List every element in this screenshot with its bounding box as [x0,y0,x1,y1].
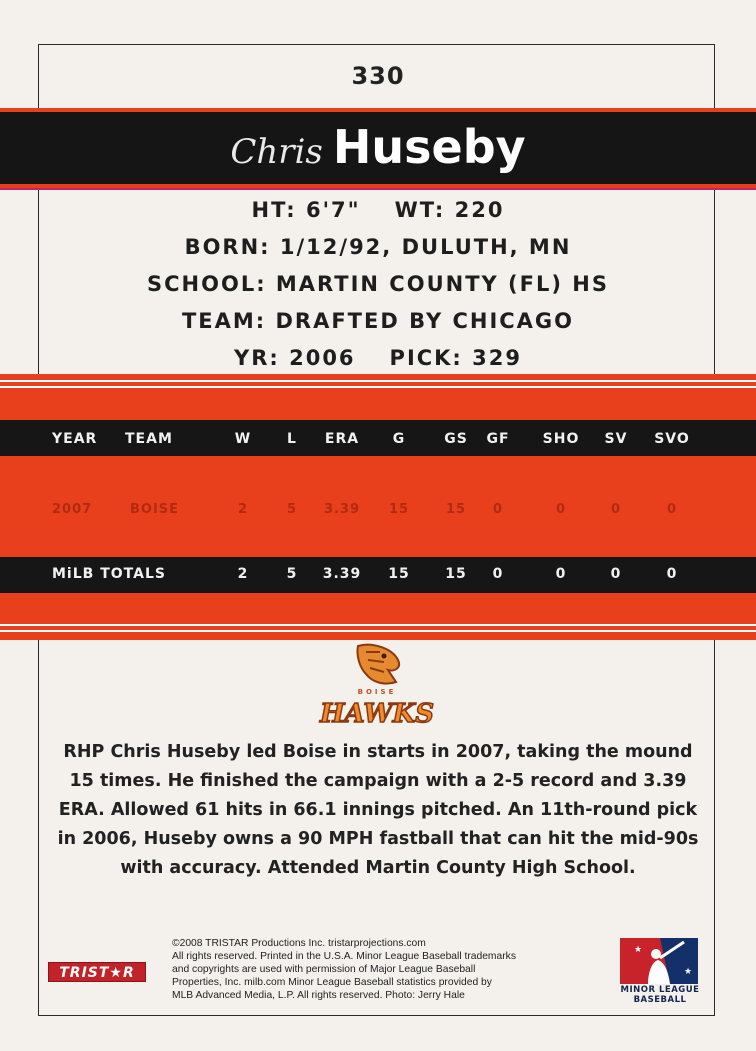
stats-totals-g: 15 [388,566,410,582]
yr-value: 2006 [289,346,356,370]
stats-header-gs: GS [444,431,468,447]
logo-big-text: HAWKS [319,699,435,729]
stats-row-team: BOISE [130,502,180,517]
player-name [0,120,756,174]
stats-header-gf: GF [486,431,510,447]
stats-white-line [0,386,756,388]
pick-label: PICK: [389,346,463,370]
wt-label: WT: [394,198,446,222]
stats-row-year: 2007 [52,502,93,517]
stats-header-year: YEAR [52,431,98,447]
stats-totals-gs: 15 [445,566,467,582]
ht-value: 6'7" [305,198,361,222]
stats-totals-gf: 0 [492,566,504,582]
stats-row-gf: 0 [492,502,504,517]
bio-team: TEAM: DRAFTED BY CHICAGO [181,309,575,333]
hawk-head-icon [357,645,399,684]
stats-totals-era: 3.39 [322,566,362,582]
star-icon: ★ [684,967,693,977]
card-number: 330 [351,62,405,90]
yr-label: YR: [234,346,280,370]
stats-totals-svo: 0 [666,566,678,582]
legal-line: Properties, Inc. milb.com Minor League Baseball statistics provided by [172,977,492,988]
pick-value: 329 [472,346,522,370]
bio-text-line: in 2006, Huseby owns a 90 MPH fastball that can hit the mid-90s [57,829,699,849]
stats-header-l: L [287,431,297,447]
stats-row-era: 3.39 [323,502,361,517]
stats-totals-label: MiLB TOTALS [52,566,166,582]
stats-row-gs: 15 [445,502,467,517]
stats-totals-l: 5 [286,566,298,582]
stats-totals-sho: 0 [555,566,567,582]
stats-totals-w: 2 [237,566,249,582]
name-banner [0,108,756,188]
stats-header-sv: SV [604,431,628,447]
legal-line: MLB Advanced Media, L.P. All rights reserved. Photo: Jerry Hale [172,990,465,1001]
milb-line-1: MINOR LEAGUE [620,985,700,995]
bio-born: BORN: 1/12/92, DULUTH, MN [184,235,572,259]
stats-header-sho: SHO [542,431,580,447]
wt-value: 220 [454,198,505,222]
bio-text-line: with accuracy. Attended Martin County High School. [120,858,636,878]
stats-header-team: TEAM [125,431,173,447]
stats-white-line [0,630,756,632]
player-last-name: Huseby [332,120,526,174]
bio-text-line: ERA. Allowed 61 hits in 66.1 innings pitched. An 11th-round pick [58,800,698,820]
milb-line-2: BASEBALL [633,995,687,1005]
ht-label: HT: [251,198,297,222]
stats-row-g: 15 [388,502,410,517]
stats-totals-sv: 0 [610,566,622,582]
logo-small-text: BOISE [357,688,397,696]
banner-magenta-line [0,188,756,190]
stats-row-svo: 0 [666,502,678,517]
stats-background [0,374,756,640]
bio-text-line: RHP Chris Huseby led Boise in starts in 2007, taking the mound [63,742,693,762]
stats-row-sho: 0 [555,502,567,517]
stats-row-l: 5 [286,502,298,517]
stats-header-band [0,420,756,456]
player-bio-block [0,192,756,377]
stats-row-sv: 0 [610,502,622,517]
legal-line: ©2008 TRISTAR Productions Inc. tristarprojections.com [172,938,426,949]
stats-row-w: 2 [237,502,249,517]
stats-header-era: ERA [324,431,360,447]
stats-header-g: G [392,431,406,447]
stats-header-svo: SVO [654,431,690,447]
player-biography [48,738,708,883]
legal-line: and copyrights are used with permission of Major League Baseball [172,964,476,975]
stats-white-line [0,380,756,382]
bio-height-weight [0,192,756,229]
tristar-logo: TRIST★R [48,962,146,982]
boise-hawks-logo [314,642,440,730]
legal-line: All rights reserved. Printed in the U.S.A. Minor League Baseball trademarks [172,951,516,962]
player-first-name: Chris [230,132,323,172]
star-icon: ★ [634,945,643,955]
legal-text [172,937,602,1002]
milb-wordmark [612,985,708,1005]
bio-text-line: 15 times. He finished the campaign with a 2-5 record and 3.39 [69,771,687,791]
stats-white-line [0,624,756,626]
bio-school: SCHOOL: MARTIN COUNTY (FL) HS [147,272,609,296]
stats-table [0,374,756,640]
stats-header-w: W [234,431,252,447]
bio-draft [0,340,756,377]
